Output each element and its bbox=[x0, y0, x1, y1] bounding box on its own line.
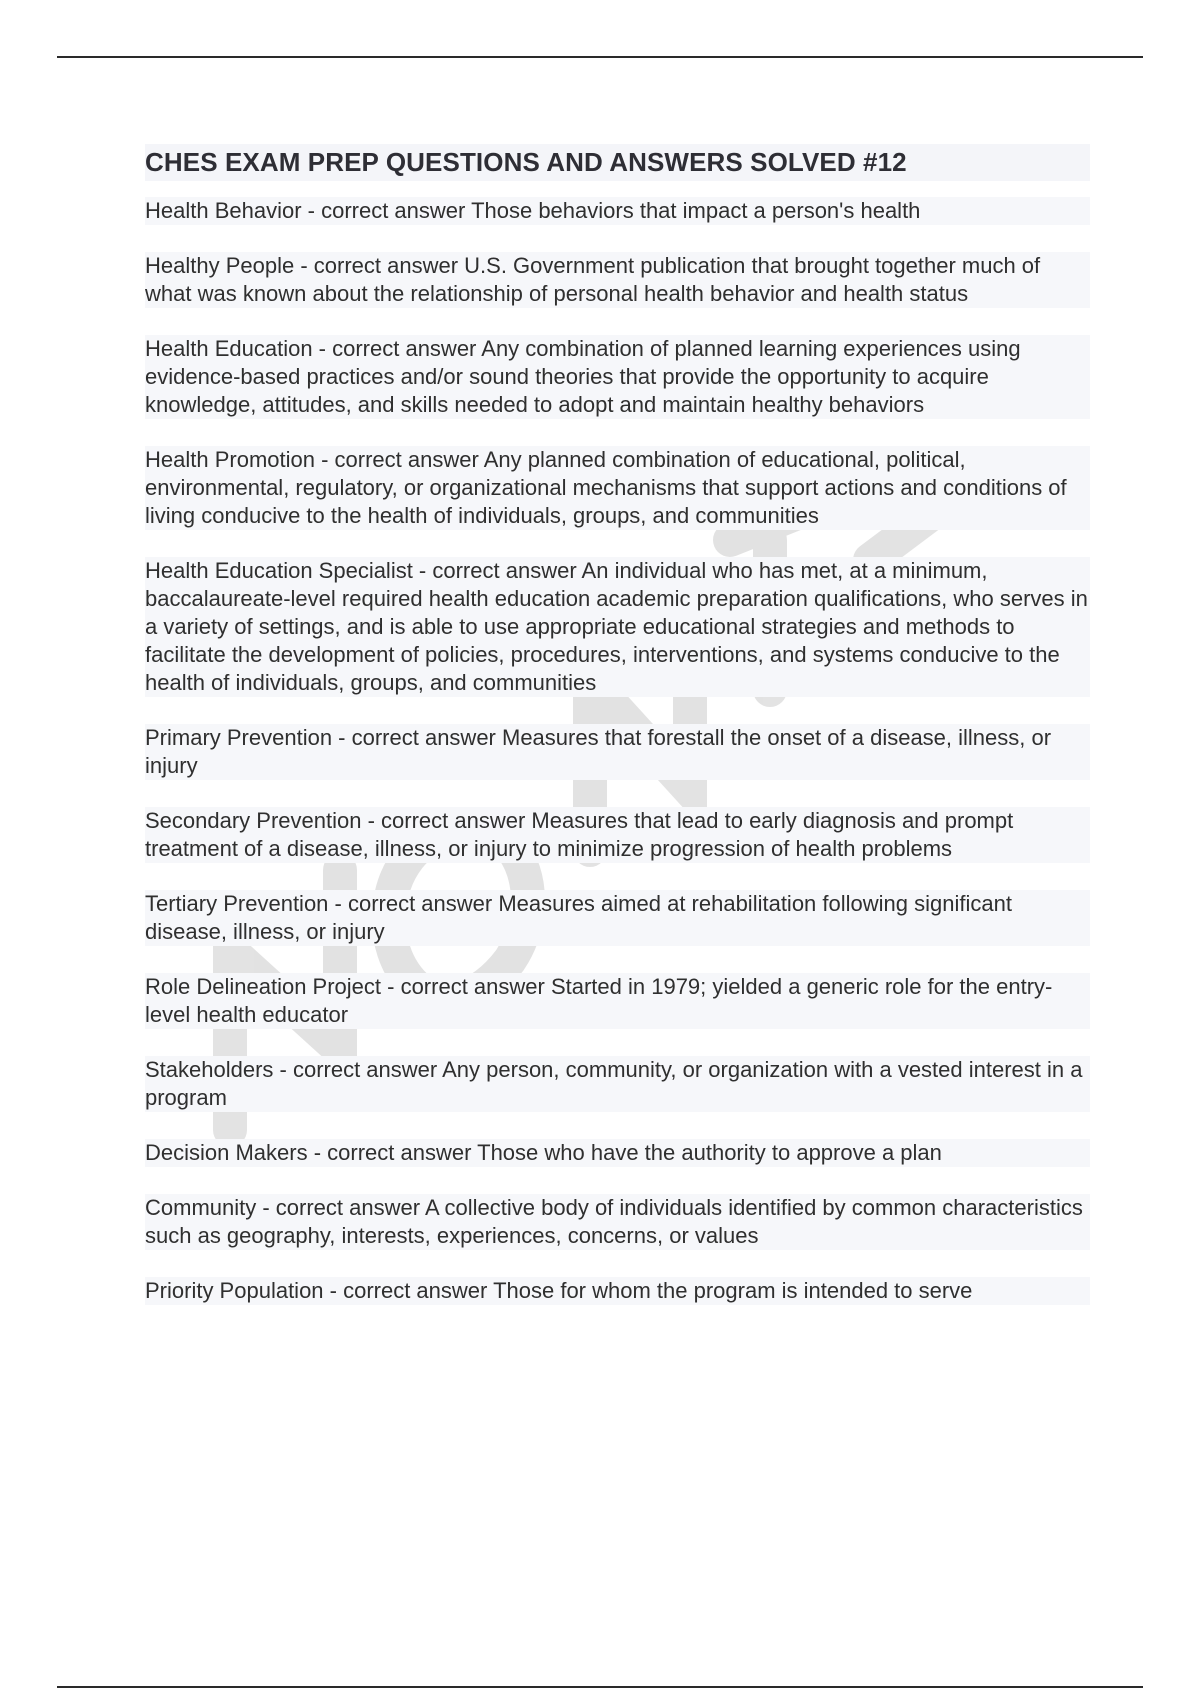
bottom-rule bbox=[57, 1686, 1143, 1688]
top-rule bbox=[57, 56, 1143, 58]
entry-health-education: Health Education - correct answer Any combination of planned learning experiences using evidence-based practices and/or sound theories that provide the opportunity to acquire knowledge, attitudes, and skills needed to adopt and maintain healthy behaviors bbox=[145, 335, 1090, 419]
entry-community: Community - correct answer A collective body of individuals identified by common characteristics such as geography, interests, experiences, concerns, or values bbox=[145, 1194, 1090, 1250]
entry-health-education-specialist: Health Education Specialist - correct answer An individual who has met, at a minimum, baccalaureate-level required health education academic preparation qualifications, who serves in a variety of settings, and is able to use appropriate educational strategies and methods to facilitate the development of policies, procedures, interventions, and systems conducive to the health of individuals, groups, and communities bbox=[145, 557, 1090, 697]
entry-role-delineation-project: Role Delineation Project - correct answer Started in 1979; yielded a generic role for the entry-level health educator bbox=[145, 973, 1090, 1029]
entry-decision-makers: Decision Makers - correct answer Those who have the authority to approve a plan bbox=[145, 1139, 1090, 1167]
entry-healthy-people: Healthy People - correct answer U.S. Government publication that brought together much of what was known about the relationship of personal health behavior and health status bbox=[145, 252, 1090, 308]
entry-health-promotion: Health Promotion - correct answer Any planned combination of educational, political, environmental, regulatory, or organizational mechanisms that support actions and conditions of living conducive to the health of individuals, groups, and communities bbox=[145, 446, 1090, 530]
document-content bbox=[145, 144, 1090, 1332]
entry-stakeholders: Stakeholders - correct answer Any person, community, or organization with a vested interest in a program bbox=[145, 1056, 1090, 1112]
entry-priority-population: Priority Population - correct answer Those for whom the program is intended to serve bbox=[145, 1277, 1090, 1305]
entry-primary-prevention: Primary Prevention - correct answer Measures that forestall the onset of a disease, illness, or injury bbox=[145, 724, 1090, 780]
entry-health-behavior: Health Behavior - correct answer Those behaviors that impact a person's health bbox=[145, 197, 1090, 225]
entry-tertiary-prevention: Tertiary Prevention - correct answer Measures aimed at rehabilitation following significant disease, illness, or injury bbox=[145, 890, 1090, 946]
document-title: CHES EXAM PREP QUESTIONS AND ANSWERS SOLVED #12 bbox=[145, 144, 1090, 181]
entry-secondary-prevention: Secondary Prevention - correct answer Measures that lead to early diagnosis and prompt treatment of a disease, illness, or injury to minimize progression of health problems bbox=[145, 807, 1090, 863]
